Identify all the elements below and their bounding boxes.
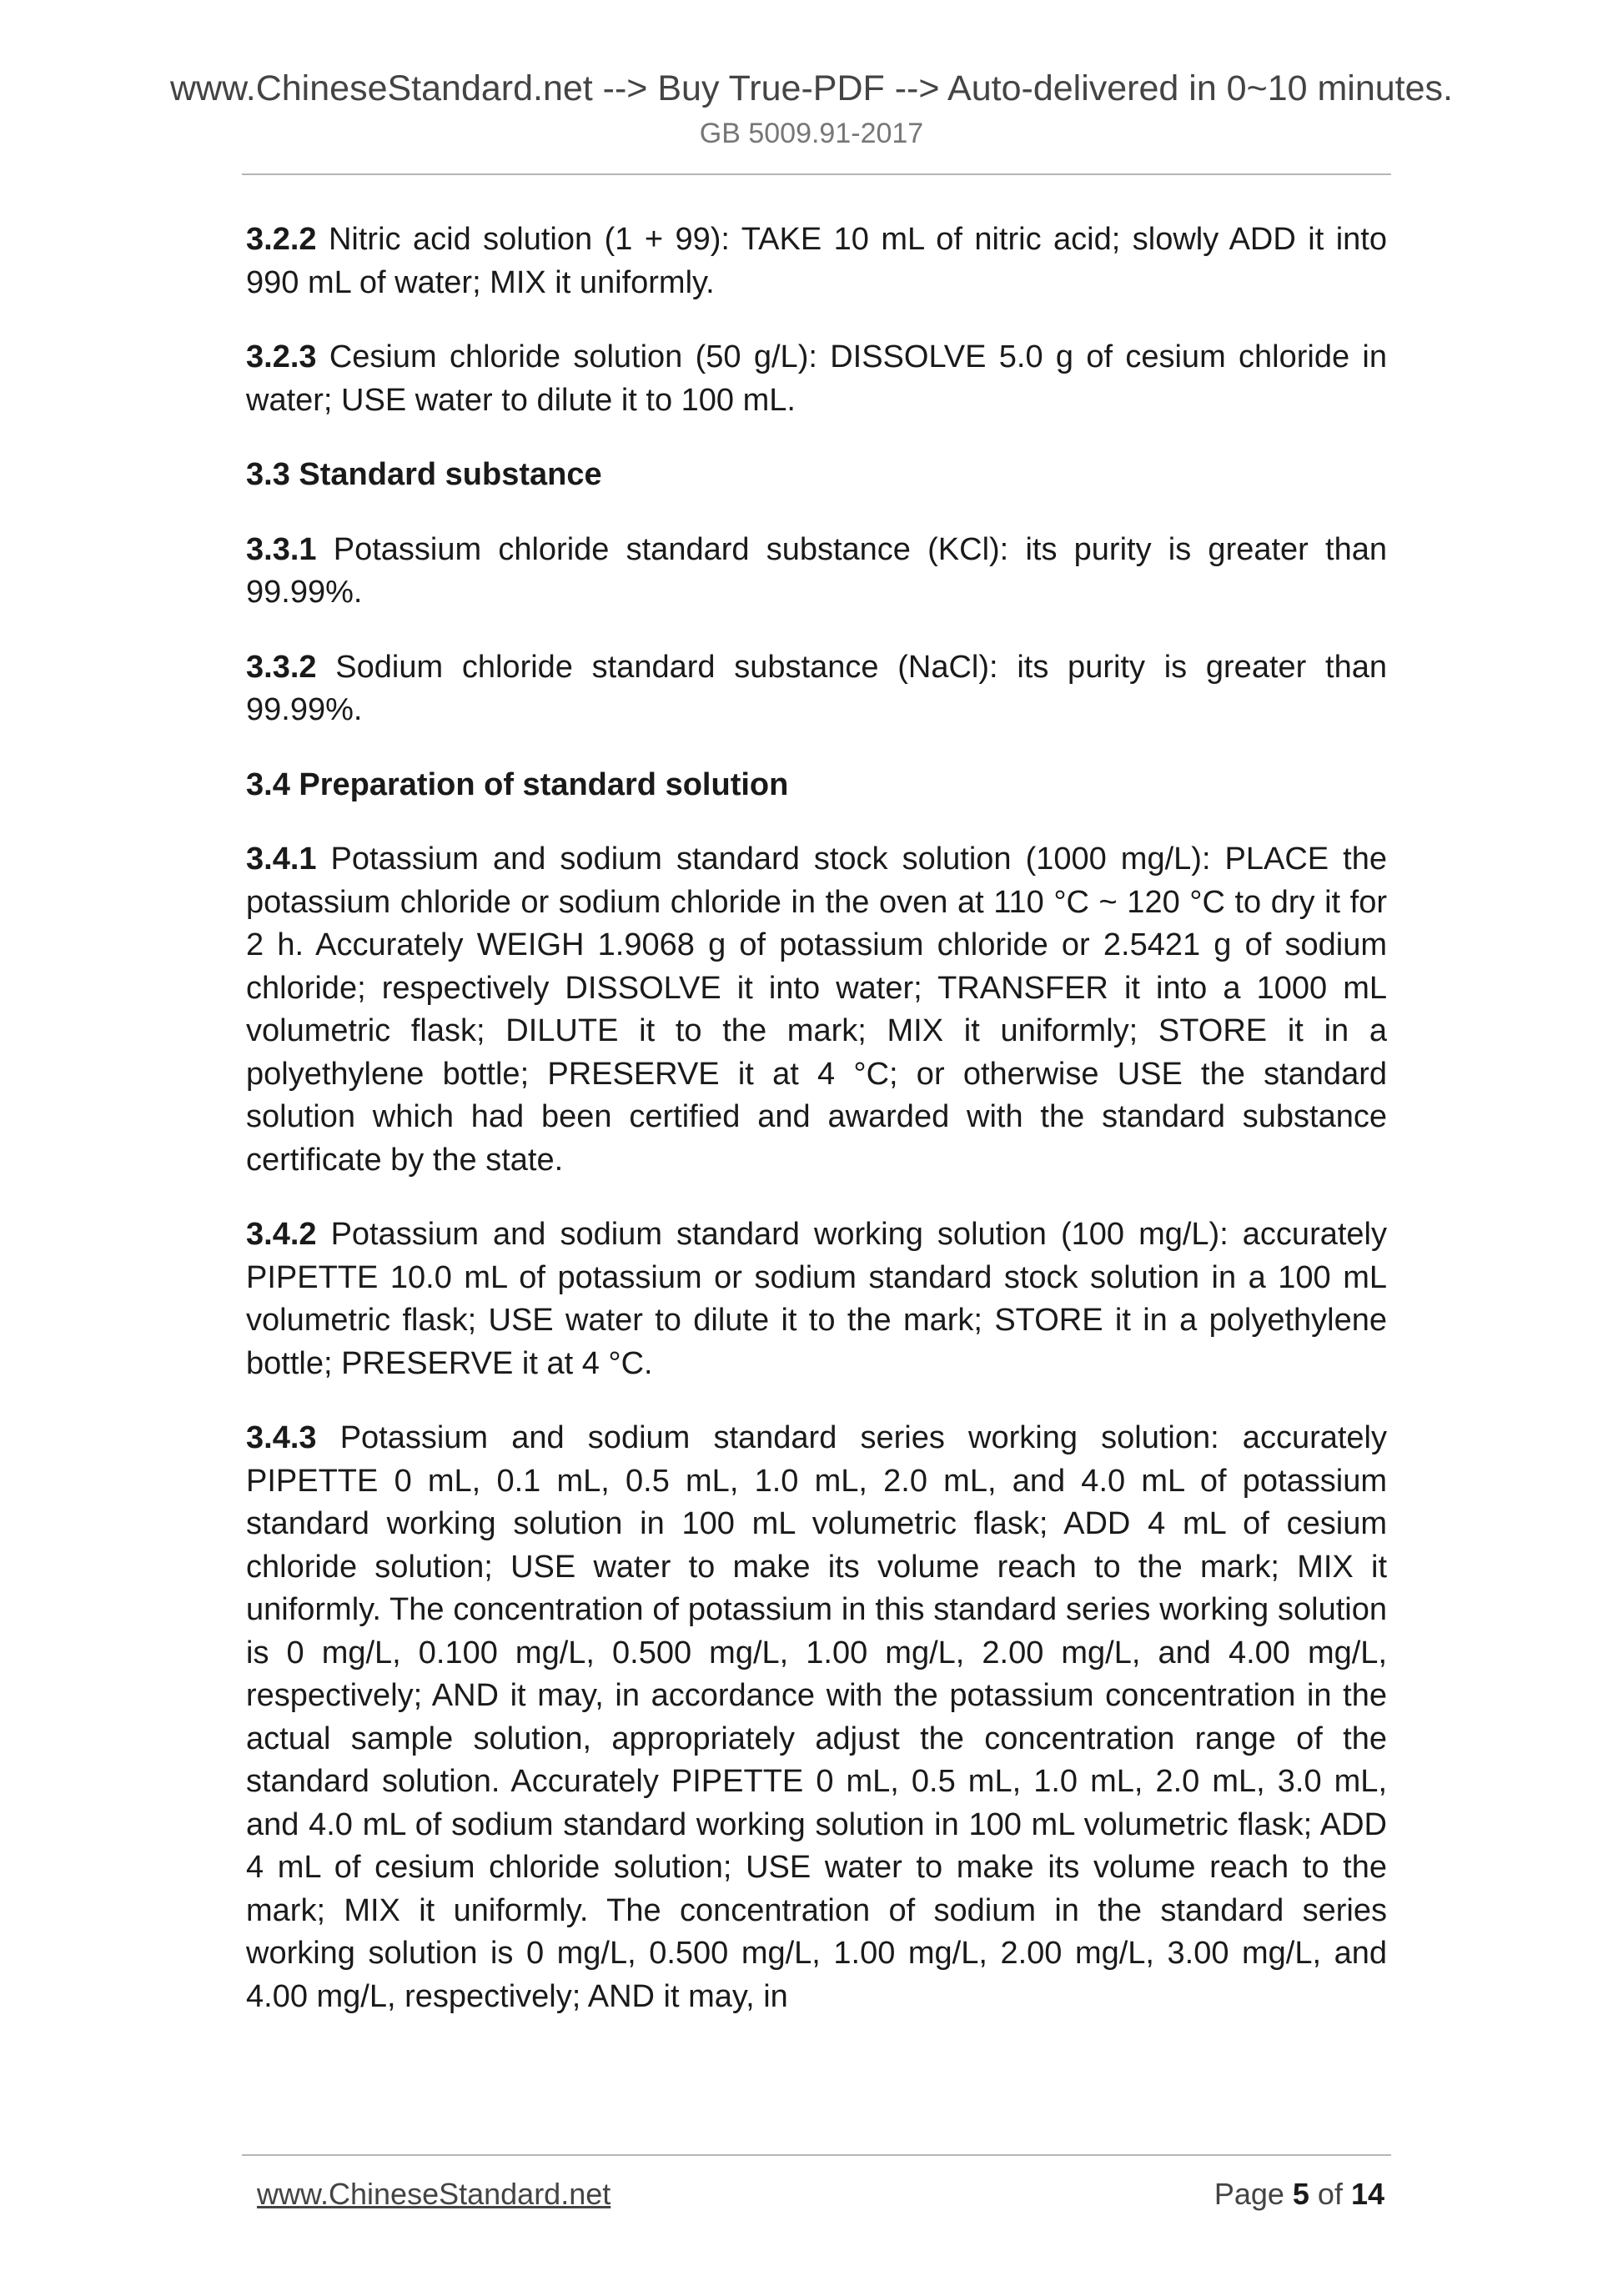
clause-text: Potassium chloride standard substance (KCl): its purity is greater than 99.99%. bbox=[246, 531, 1387, 610]
clause-number: 3.4.2 bbox=[246, 1217, 317, 1252]
clause-text: Potassium and sodium standard series working solution: accurately PIPETTE 0 mL, 0.1 mL, 0.5 mL, 1.0 mL, 2.0 mL, and 4.0 mL of potassium standard working solution in 100 mL volumetric flask; ADD 4 mL of cesium chloride solution; USE water to make its volume reach to the mark; MIX it uniformly. The concentration of potassium in this standard series working solution is 0 mg/L, 0.100 mg/L, 0.500 mg/L, 1.00 mg/L, 2.00 mg/L, and 4.00 mg/L, respectively; AND it may, in accordance with the potassium concentration in the actual sample solution, appropriately adjust the concentration range of the standard solution. Accurately PIPETTE 0 mL, 0.5 mL, 1.0 mL, 2.0 mL, 3.0 mL, and 4.0 mL of sodium standard working solution in 100 mL volumetric flask; ADD 4 mL of cesium chloride solution; USE water to make its volume reach to the mark; MIX it uniformly. The concentration of sodium in the standard series working solution is 0 mg/L, 0.500 mg/L, 1.00 mg/L, 2.00 mg/L, 3.00 mg/L, and 4.00 mg/L, respectively; AND it may, in bbox=[246, 1420, 1387, 2014]
clause-number: 3.2.3 bbox=[246, 339, 317, 374]
page-current: 5 bbox=[1292, 2177, 1309, 2211]
clause-3-4-2 bbox=[246, 1213, 1387, 1385]
page-prefix: Page bbox=[1213, 2177, 1293, 2211]
clause-3-2-2 bbox=[246, 219, 1387, 304]
clause-3-2-3 bbox=[246, 336, 1387, 422]
clause-number: 3.2.2 bbox=[246, 222, 317, 257]
clause-text: Potassium and sodium standard stock solution (1000 mg/L): PLACE the potassium chloride or sodium chloride in the oven at 110 °C ~ 120 °C to dry it for 2 h. Accurately WEIGH 1.9068 g of potassium chloride or 2.5421 g of sodium chloride; respectively DISSOLVE it into water; TRANSFER it into a 1000 mL volumetric flask; DILUTE it to the mark; MIX it uniformly; STORE it in a polyethylene bottle; PRESERVE it at 4 °C; or otherwise USE the standard solution which had been certified and awarded with the standard substance certificate by the state. bbox=[246, 842, 1387, 1178]
clause-number: 3.3.1 bbox=[246, 531, 317, 567]
clause-text: Sodium chloride standard substance (NaCl): its purity is greater than 99.99%. bbox=[246, 649, 1387, 727]
clause-3-3-2 bbox=[246, 646, 1387, 732]
section-heading-3-4: 3.4 Preparation of standard solution bbox=[246, 766, 789, 802]
footer-divider bbox=[242, 2154, 1391, 2156]
clause-3-4-1 bbox=[246, 838, 1387, 1182]
header-divider bbox=[242, 173, 1391, 175]
section-heading-3-3: 3.3 Standard substance bbox=[246, 457, 602, 492]
clause-3-4-3 bbox=[246, 1417, 1387, 2018]
clause-text: Potassium and sodium standard working solution (100 mg/L): accurately PIPETTE 10.0 mL of potassium or sodium standard stock solution in a 100 mL volumetric flask; USE water to dilute it to the mark; STORE it in a polyethylene bottle; PRESERVE it at 4 °C. bbox=[246, 1217, 1387, 1381]
clause-3-3-1 bbox=[246, 529, 1387, 615]
clause-text: Cesium chloride solution (50 g/L): DISSOLVE 5.0 g of cesium chloride in water; USE water to dilute it to 100 mL. bbox=[246, 339, 1387, 418]
footer-website-link[interactable]: www.ChineseStandard.net bbox=[257, 2177, 611, 2211]
page-number bbox=[1214, 2175, 1384, 2213]
page-total: 14 bbox=[1350, 2177, 1384, 2211]
clause-number: 3.4.1 bbox=[246, 842, 317, 877]
header-banner: www.ChineseStandard.net --> Buy True-PDF --> Auto-delivered in 0~10 minutes. bbox=[169, 68, 1453, 108]
page-content bbox=[246, 219, 1387, 2050]
clause-number: 3.3.2 bbox=[246, 649, 317, 685]
clause-text: Nitric acid solution (1 + 99): TAKE 10 mL of nitric acid; slowly ADD it into 990 mL of water; MIX it uniformly. bbox=[246, 222, 1387, 300]
page-of: of bbox=[1309, 2177, 1351, 2211]
clause-number: 3.4.3 bbox=[246, 1420, 317, 1455]
document-code: GB 5009.91-2017 bbox=[699, 118, 924, 149]
